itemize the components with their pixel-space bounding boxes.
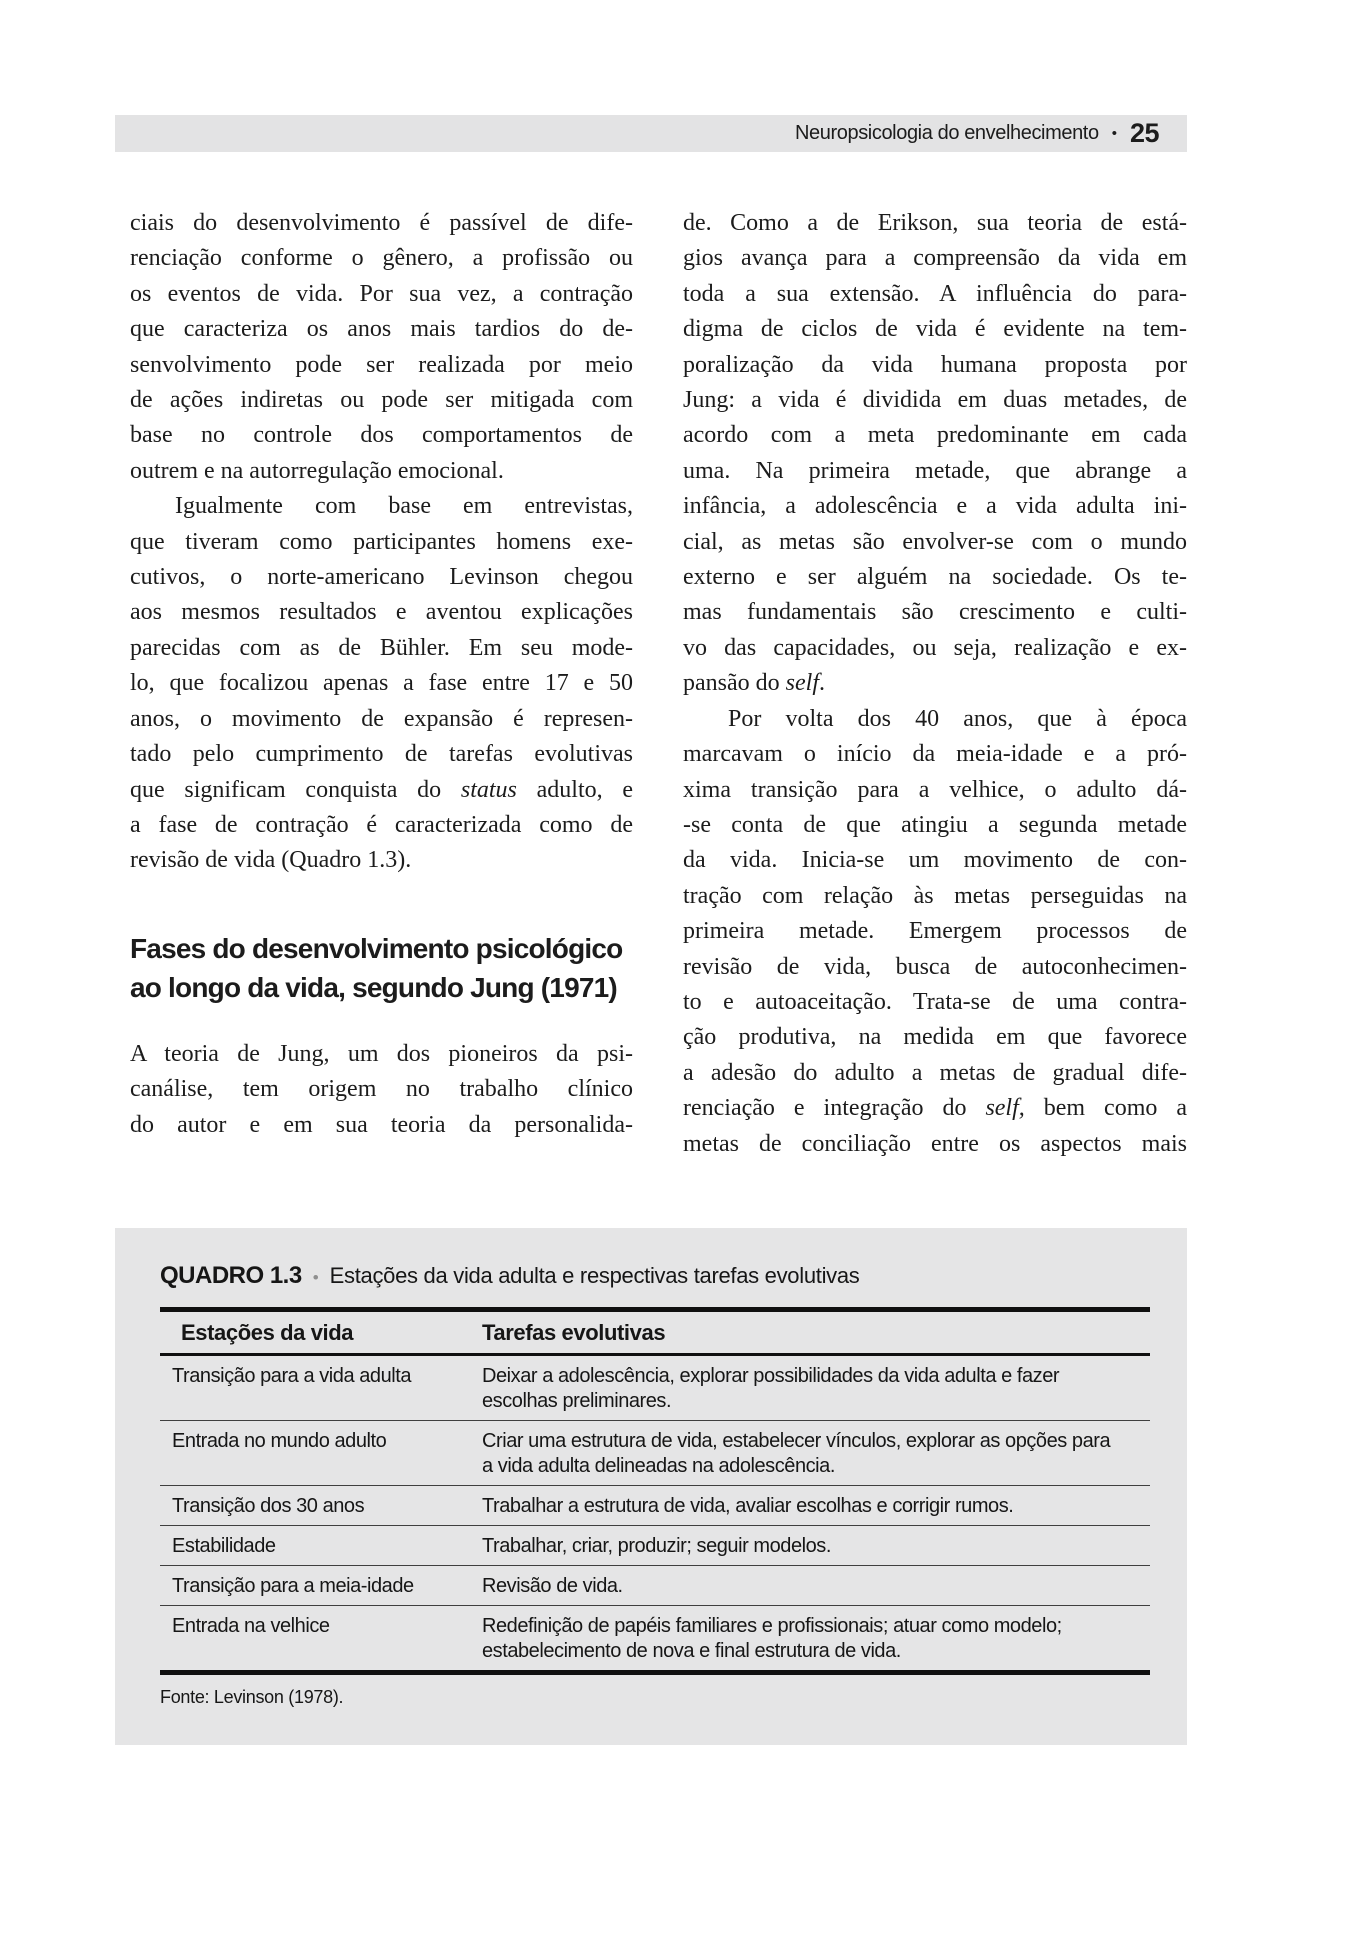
- stage-cell: Transição para a meia-idade: [172, 1575, 414, 1597]
- paragraph: A teoria de Jung, um dos pioneiros da psi- canálise, tem origem no trabalho clínico do autor e em sua teoria da personalida-: [130, 1040, 633, 1138]
- table-row: [160, 1421, 1150, 1486]
- table-row: [160, 1356, 1150, 1421]
- paragraph: de. Como a de Erikson, sua teoria de está- gios avança para a compreensão da vida em toda a sua extensão. A influência do para- digma de ciclos de vida é evidente na tem- poralização da vida humana proposta por Jung: a vida é dividida em duas metades, de acordo com a meta predominante em cada uma. Na primeira metade, que abrange a infância, a adolescência e a vida adulta ini- cial, as metas são envolver-se com o mundo externo e ser alguém na sociedade. Os te- mas fundamentais são crescimento e culti- vo das capacidades, ou seja, realização e ex- pansão do self.: [683, 210, 1187, 697]
- table-row: [160, 1606, 1150, 1675]
- stage-cell: Entrada no mundo adulto: [172, 1430, 387, 1452]
- page-number: 25: [1129, 118, 1159, 148]
- stage-cell: Transição para a vida adulta: [172, 1365, 412, 1387]
- caption-bullet-icon: •: [312, 1268, 319, 1287]
- column-header-stages: Estações da vida: [181, 1320, 354, 1345]
- stage-cell: Estabilidade: [172, 1535, 276, 1557]
- tasks-cell: Redefinição de papéis familiares e profissionais; atuar como modelo; estabelecimento de nova e final estrutura de vida.: [482, 1615, 1062, 1662]
- tasks-cell: Trabalhar a estrutura de vida, avaliar escolhas e corrigir rumos.: [482, 1495, 1014, 1517]
- text-column-right: [683, 206, 1187, 1162]
- text-column-left: [130, 206, 633, 1143]
- quadro-1-3-box: [115, 1228, 1187, 1745]
- table-caption: [160, 1262, 1150, 1292]
- tasks-cell: Trabalhar, criar, produzir; seguir modelos.: [482, 1535, 831, 1557]
- section-heading: Fases do desenvolvimento psicológico ao longo da vida, segundo Jung (1971): [130, 932, 623, 1003]
- table-caption-text: Estações da vida adulta e respectivas tarefas evolutivas: [329, 1263, 860, 1288]
- stage-cell: Entrada na velhice: [172, 1615, 330, 1637]
- column-header-tasks: Tarefas evolutivas: [482, 1320, 666, 1345]
- tasks-cell: Criar uma estrutura de vida, estabelecer vínculos, explorar as opções para a vida adulta delineadas na adolescência.: [482, 1430, 1111, 1477]
- tasks-cell: Revisão de vida.: [482, 1575, 623, 1597]
- header-bullet-icon: •: [1111, 125, 1117, 142]
- table-body: [160, 1356, 1150, 1675]
- paragraph: Por volta dos 40 anos, que à época marcavam o início da meia-idade e a pró- xima transição para a velhice, o adulto dá- -se conta de que atingiu a segunda metade da vida. Inicia-se um movimento de con- tração com relação às metas perseguidas na primeira metade. Emergem processos de revisão de vida, busca de autoconhecimen- to e autoaceitação. Trata-se de uma contra- ção produtiva, na medida em que favorece a adesão do adulto a metas de gradual dife- renciação e integração do self, bem como a metas de conciliação entre os aspectos mais: [683, 705, 1187, 1157]
- running-header-title: Neuropsicologia do envelhecimento: [795, 122, 1099, 144]
- tasks-cell: Deixar a adolescência, explorar possibilidades da vida adulta e fazer escolhas preliminares.: [482, 1365, 1060, 1412]
- table-row: [160, 1486, 1150, 1526]
- table-row: [160, 1526, 1150, 1566]
- table-header-row: [160, 1312, 1150, 1356]
- paragraph: Igualmente com base em entrevistas, que tiveram como participantes homens exe- cutivos, o norte-americano Levinson chegou aos mesmos resultados e aventou explicações parecidas com as de Bühler. Em seu mode- lo, que focalizou apenas a fase entre 17 e 50 anos, o movimento de expansão é represen- tado pelo cumprimento de tarefas evolutivas que significam conquista do status adulto, e a fase de contração é caracterizada como de revisão de vida (Quadro 1.3).: [130, 493, 633, 874]
- table-row: [160, 1566, 1150, 1606]
- paragraph: ciais do desenvolvimento é passível de dife- renciação conforme o gênero, a profissão ou os eventos de vida. Por sua vez, a contração que caracteriza os anos mais tardios do de- senvolvimento pode ser realizada por meio de ações indiretas ou pode ser mitigada com base no controle dos comportamentos de outrem e na autorregulação emocional.: [130, 210, 633, 484]
- running-header: [115, 115, 1187, 152]
- stage-cell: Transição dos 30 anos: [172, 1495, 365, 1517]
- table-label: QUADRO 1.3: [160, 1262, 302, 1289]
- table-source-note: Fonte: Levinson (1978).: [160, 1687, 344, 1707]
